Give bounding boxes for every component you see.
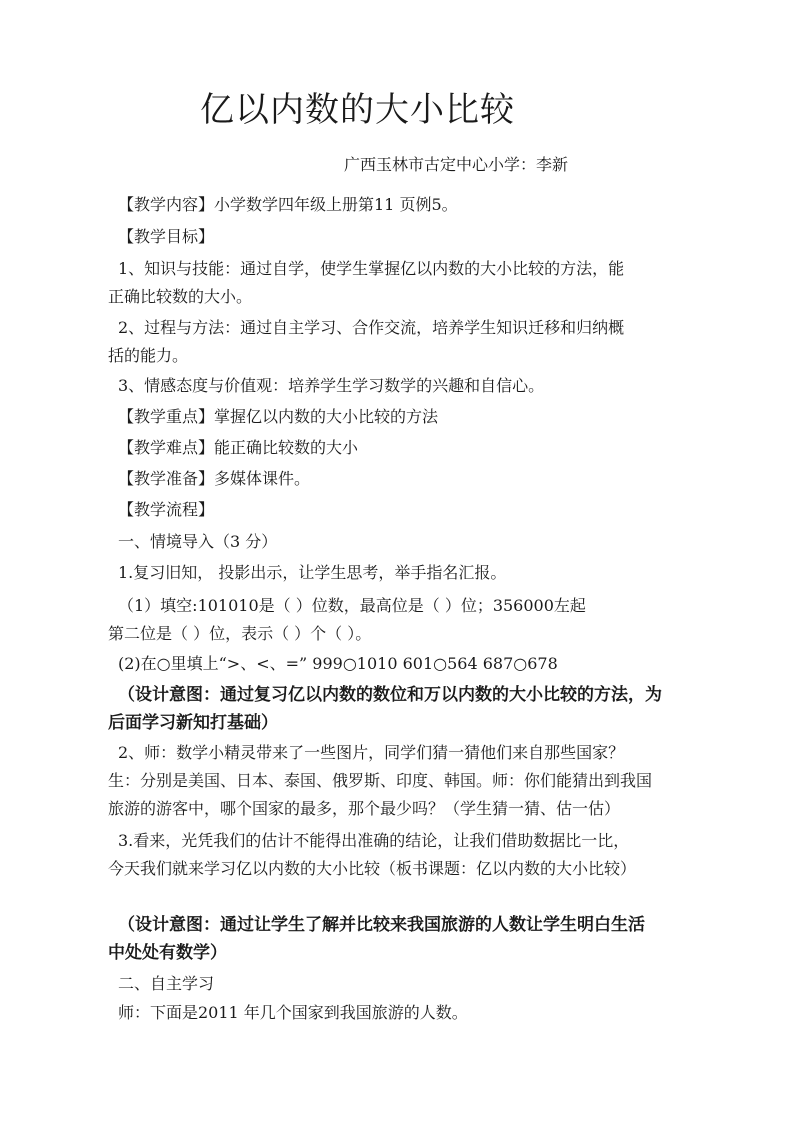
section-2-heading: 二、自主学习 (118, 974, 215, 993)
key-point: 【教学重点】掌握亿以内数的大小比较的方法 (118, 407, 439, 426)
author-line: 广西玉林市古定中心小学：李新 (344, 155, 569, 174)
teacher-dialogue-line-2: 生：分别是美国、日本、泰国、俄罗斯、印度、韩国。师：你们能猜出到我国 (108, 771, 653, 790)
goal-1-line-1: 1、知识与技能：通过自学，使学生掌握亿以内数的大小比较的方法，能 (118, 259, 625, 278)
conclusion-line-2: 今天我们就来学习亿以内数的大小比较（板书课题：亿以内数的大小比较） (108, 859, 637, 878)
review-step: 1.复习旧知， 投影出示，让学生思考，举手指名汇报。 (118, 563, 507, 582)
conclusion-line-1: 3.看来，光凭我们的估计不能得出准确的结论，让我们借助数据比一比， (118, 831, 630, 850)
data-intro: 师：下面是2011 年几个国家到我国旅游的人数。 (118, 1003, 468, 1022)
teaching-preparation: 【教学准备】多媒体课件。 (118, 469, 311, 488)
goal-2-line-1: 2、过程与方法：通过自主学习、合作交流，培养学生知识迁移和归纳概 (118, 318, 625, 337)
difficult-point: 【教学难点】能正确比较数的大小 (118, 438, 359, 457)
goal-1-line-2: 正确比较数的大小。 (108, 287, 253, 306)
teacher-dialogue-line-1: 2、师：数学小精灵带来了一些图片，同学们猜一猜他们来自那些国家？ (118, 743, 625, 762)
goal-2-line-2: 括的能力。 (108, 346, 189, 365)
fill-blank-line-2: 第二位是（ ）位，表示（ ）个（ ）。 (108, 624, 372, 643)
teaching-content: 【教学内容】小学数学四年级上册第11 页例5。 (118, 195, 458, 214)
design-intent-1-line-2: 后面学习新知打基础） (108, 713, 278, 733)
teaching-goals-heading: 【教学目标】 (118, 227, 215, 246)
compare-exercise: (2)在○里填上“>、<、=” 999○1010 601○564 687○678 (118, 654, 558, 673)
design-intent-2-line-2: 中处处有数学） (108, 943, 227, 963)
fill-blank-line-1: （1）填空:101010是（ ）位数，最高位是（ ）位；356000左起 (118, 596, 586, 615)
design-intent-1-line-1: （设计意图：通过复习亿以内数的数位和万以内数的大小比较的方法，为 (118, 685, 662, 705)
design-intent-2-line-1: （设计意图：通过让学生了解并比较来我国旅游的人数让学生明白生活 (118, 915, 645, 935)
teacher-dialogue-line-3: 旅游的游客中，哪个国家的最多，那个最少吗？（学生猜一猜、估一估） (108, 799, 621, 818)
goal-3: 3、情感态度与价值观：培养学生学习数学的兴趣和自信心。 (118, 376, 545, 395)
page-title: 亿以内数的大小比较 (200, 90, 515, 130)
teaching-process-heading: 【教学流程】 (118, 500, 215, 519)
section-1-heading: 一、情境导入（3 分） (118, 532, 278, 551)
